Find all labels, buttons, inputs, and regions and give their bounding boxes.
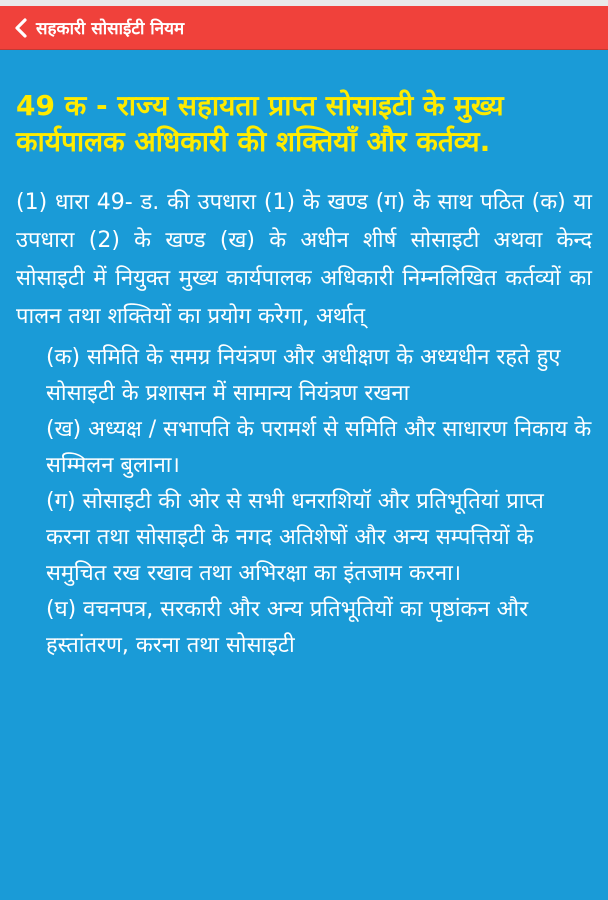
clause-item: (घ) वचनपत्र, सरकारी और अन्य प्रतिभूतियों का पृष्ठांकन और हस्तांतरण, करना तथा सोसाइटी: [46, 597, 529, 658]
clause-list: [16, 340, 592, 664]
app-bar: [0, 6, 608, 50]
clause-item: (ख) अध्यक्ष / सभापति के परामर्श से समिति और साधारण निकाय के सम्मिलन बुलाना।: [46, 417, 592, 478]
chevron-left-icon[interactable]: [14, 17, 28, 39]
article-heading: 49 क - राज्य सहायता प्राप्त सोसाइटी के मुख्य कार्यपालक अधिकारी की शक्तियाँ और कर्तव्य.: [16, 89, 504, 158]
clause-item: (ग) सोसाइटी की ओर से सभी धनराशियॉ और प्रतिभूतियां प्राप्त करना तथा सोसाइटी के नगद अतिशेषों और अन्य सम्पत्तियों के समुचित रख रखाव तथा अभिरक्षा का इंतजाम करना।: [46, 489, 544, 586]
back-button[interactable]: [14, 16, 184, 39]
app-title: सहकारी सोसाईटी नियम: [36, 19, 185, 39]
clause-item: (क) समिति के समग्र नियंत्रण और अधीक्षण के अध्यधीन रहते हुए सोसाइटी के प्रशासन में सामान्य नियंत्रण रखना: [46, 345, 561, 406]
article-intro: (1) धारा 49- ड. की उपधारा (1) के खण्ड (ग) के साथ पठित (क) या उपधारा (2) के खण्ड (ख) के अधीन शीर्ष सोसाइटी अथवा केन्द सोसाइटी में नियुक्त मुख्य कार्यपालक अधिकारी निम्नलिखित कर्तव्यों का पालन तथा शक्तियों का प्रयोग करेगा, अर्थात्: [16, 190, 592, 329]
article-content[interactable]: [0, 50, 608, 664]
